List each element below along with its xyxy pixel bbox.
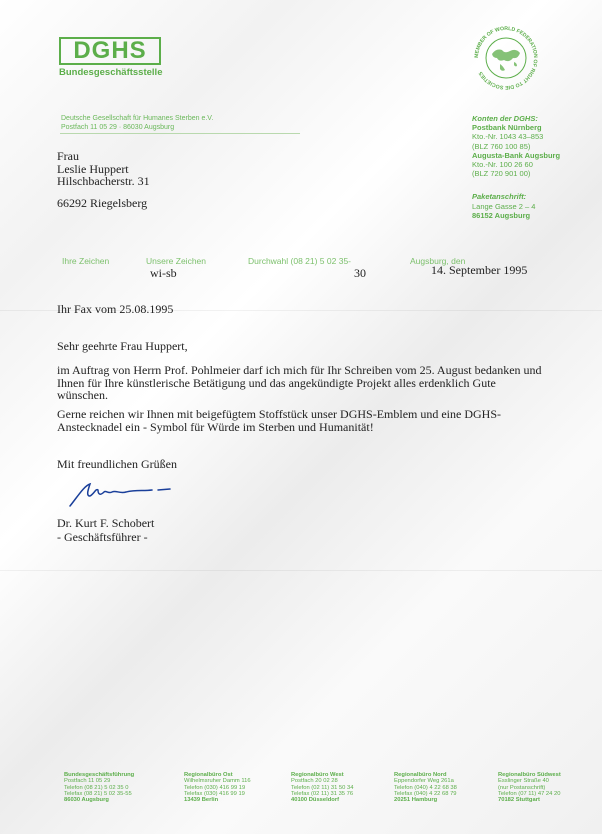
footer-column: [184, 772, 251, 803]
sender-divider: [60, 133, 300, 134]
paper-fold: [0, 570, 602, 571]
bank-heading: Konten der DGHS:: [472, 114, 538, 123]
letter-paragraph-1: im Auftrag von Herrn Prof. Pohlmeier darf ich mich für Ihr Schreiben vom 25. August bedanken und Ihnen für Ihre künstlerische Betätigung und das angekündigte Projekt alles erdenklich Gute wünschen.: [57, 363, 542, 402]
letter-greeting: Sehr geehrte Frau Huppert,: [57, 339, 188, 353]
footer-line: Telefon (040) 4 22 68 38: [394, 784, 457, 791]
footer-line: Telefon (030) 416 99 19: [184, 784, 246, 791]
recipient-salutation: Frau: [57, 149, 79, 163]
sender-line-1: Deutsche Gesellschaft für Humanes Sterben e.V.: [61, 115, 214, 122]
footer-line: Postfach 20 02 28: [291, 778, 338, 785]
letter-date: 14. September 1995: [431, 263, 528, 277]
logo-subtitle: Bundesgeschäftsstelle: [59, 67, 163, 78]
footer-line: Telefax (040) 4 22 68 79: [394, 790, 457, 797]
parcel-city: 86152 Augsburg: [472, 210, 531, 220]
footer-column: [498, 772, 561, 803]
footer-column: [64, 772, 134, 803]
durchwahl-value: 30: [354, 266, 366, 280]
letter-closing: Mit freundlichen Grüßen: [57, 457, 177, 471]
date-label: Augsburg, den: [410, 256, 466, 266]
parcel-street: Lange Gasse 2 – 4: [472, 201, 536, 211]
bank2-account: Kto.-Nr. 100 26 60: [472, 160, 533, 170]
unsere-zeichen-label: Unsere Zeichen: [146, 256, 207, 266]
footer-line: (nur Postanschrift): [498, 784, 546, 791]
footer-line: Wilhelmsruher Damm 116: [184, 778, 251, 785]
footer-city: 86030 Augsburg: [64, 797, 109, 804]
footer-column: [291, 772, 353, 803]
footer-line: Telefax (02 11) 31 35 76: [291, 790, 354, 797]
bank2-blz: (BLZ 720 901 00): [472, 169, 531, 179]
letter-subject: Ihr Fax vom 25.08.1995: [57, 302, 174, 316]
bank1-blz: (BLZ 760 100 85): [472, 141, 531, 151]
dghs-logo: DGHS: [59, 37, 161, 65]
recipient-name: Leslie Huppert: [57, 161, 129, 176]
recipient-street: Hilschbacherstr. 31: [57, 174, 150, 188]
bank2-name: Augusta-Bank Augsburg: [472, 150, 561, 160]
unsere-zeichen-value: wi-sb: [150, 266, 177, 280]
bank-info: [472, 114, 560, 220]
footer-title: Regionalbüro Südwest: [498, 772, 561, 778]
footer-line: Telefax (08 21) 5 02 35-55: [64, 790, 132, 797]
signer-name: Dr. Kurt F. Schobert: [57, 516, 155, 530]
footer-title: Regionalbüro Nord: [394, 772, 447, 778]
footer-line: Eppendorfer Weg 261a: [394, 778, 454, 785]
footer-line: Postfach 11 05 29: [64, 778, 111, 785]
footer-title: Bundesgeschäftsführung: [64, 772, 135, 778]
footer-city: 70182 Stuttgart: [498, 797, 540, 804]
footer-line: Telefon (02 11) 31 50 34: [291, 784, 354, 791]
footer-line: Esslinger Straße 40: [498, 778, 549, 785]
letter-paragraph-2: Gerne reichen wir Ihnen mit beigefügtem Stoffstück unser DGHS-Emblem und eine DGHS-Anstecknadel ein - Symbol für Würde im Sterben und Humanität!: [57, 407, 502, 434]
footer-city: 40100 Düsseldorf: [291, 797, 340, 804]
footer-line: Telefax (030) 416 99 19: [184, 790, 245, 797]
footer-city: 20251 Hamburg: [394, 797, 438, 804]
handwritten-signature: [66, 478, 176, 508]
world-federation-emblem: [470, 22, 542, 94]
footer-line: Telefon (08 21) 5 02 35 0: [64, 784, 129, 791]
recipient-city: 66292 Riegelsberg: [57, 196, 148, 210]
durchwahl-label: Durchwahl (08 21) 5 02 35-: [248, 256, 352, 266]
footer-column: [394, 772, 457, 803]
recipient-address: [57, 150, 150, 188]
footer-title: Regionalbüro West: [291, 772, 344, 778]
footer-title: Regionalbüro Ost: [184, 772, 233, 778]
bank1-name: Postbank Nürnberg: [472, 123, 542, 133]
sender-address: [61, 114, 213, 132]
footer-city: 13439 Berlin: [184, 797, 219, 804]
signer-title: - Geschäftsführer -: [57, 530, 148, 544]
emblem-ring-text: MEMBER OF WORLD FEDERATION OF RIGHT TO DIE SOCIETIES: [473, 25, 539, 91]
footer-line: Telefon (07 11) 47 24 20: [498, 790, 561, 797]
parcel-heading: Paketanschrift:: [472, 192, 527, 202]
ihre-zeichen-label: Ihre Zeichen: [62, 256, 110, 266]
bank1-account: Kto.-Nr. 1043 43–853: [472, 132, 544, 142]
sender-line-2: Postfach 11 05 29 · 86030 Augsburg: [61, 124, 175, 131]
